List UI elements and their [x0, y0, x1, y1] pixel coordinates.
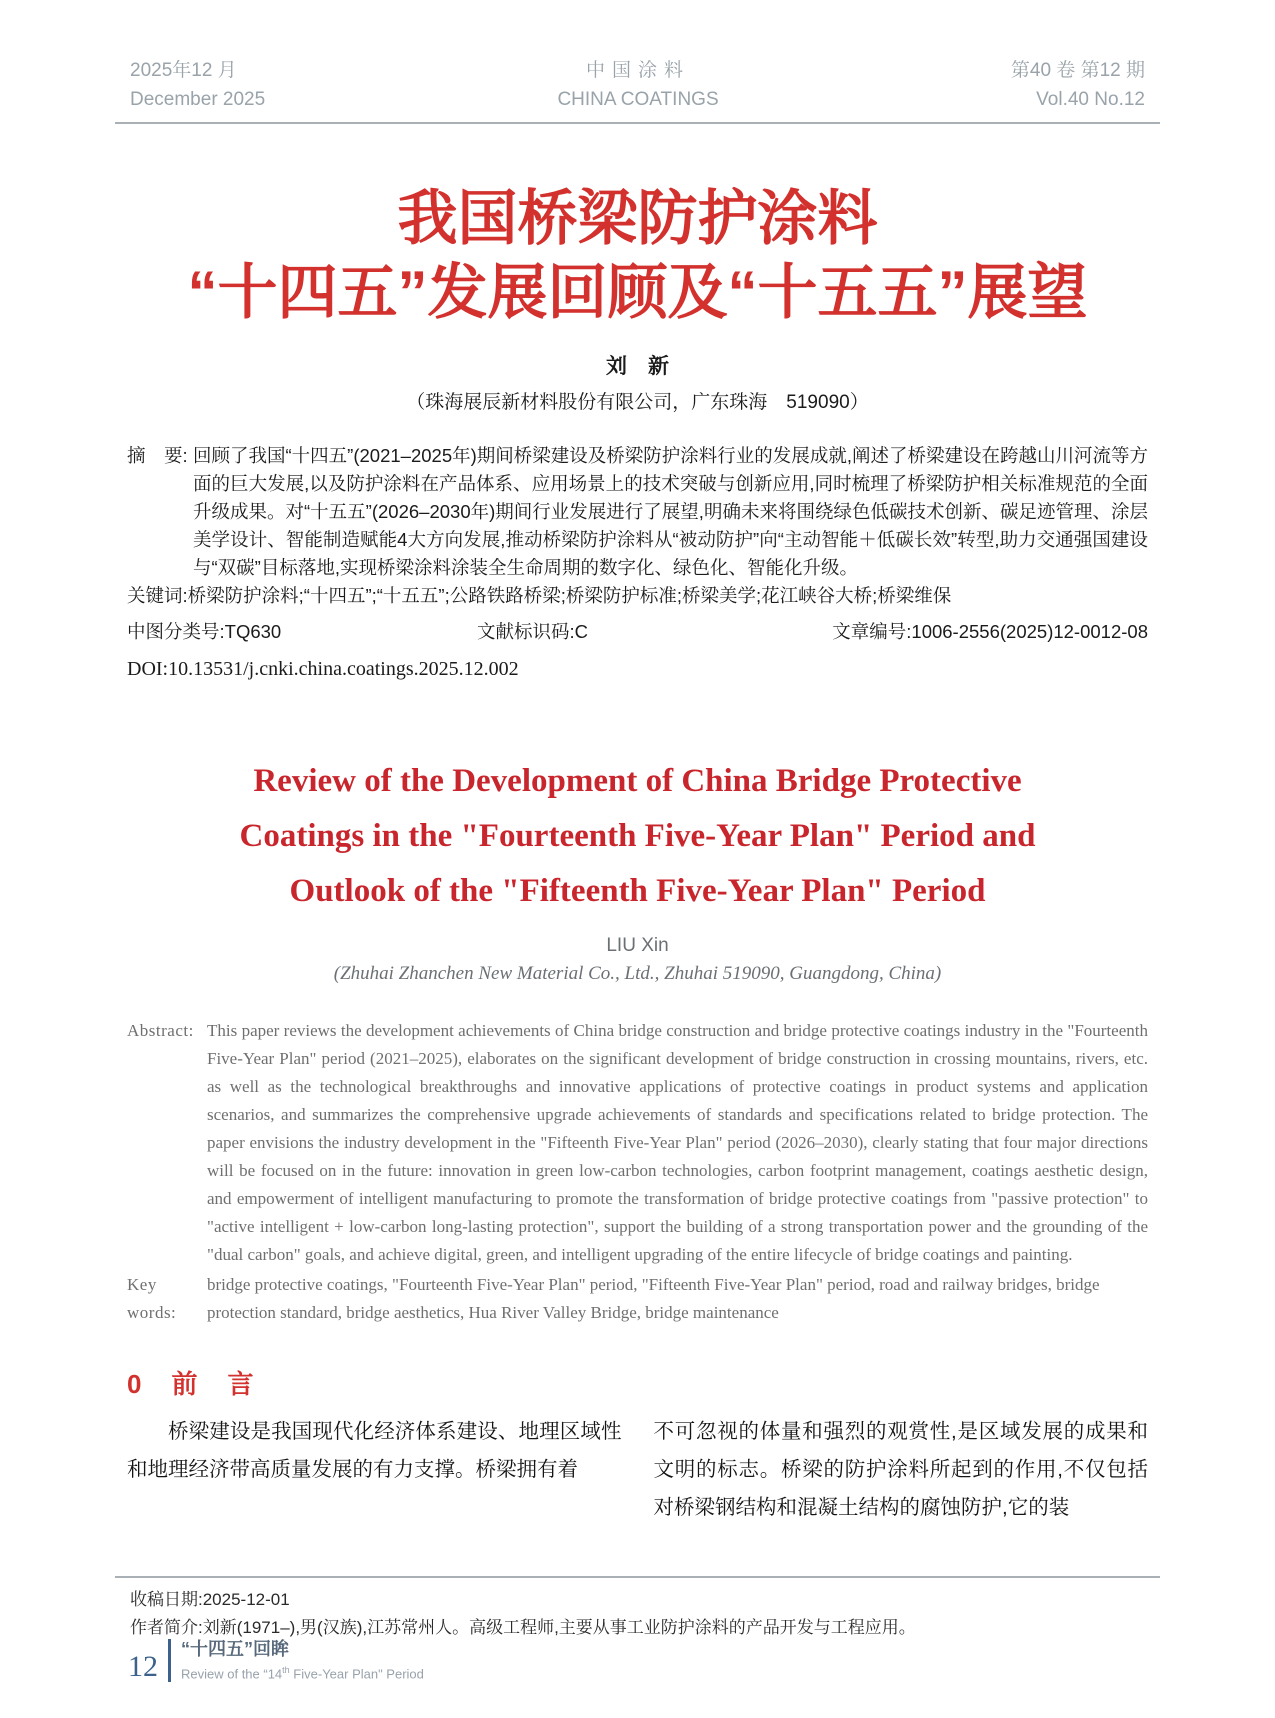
classification-line [127, 618, 1148, 646]
document-code: 文献标识码:C [477, 621, 589, 642]
footer-column-en-sup: th [282, 1664, 290, 1675]
footer-column-title-en [181, 1662, 424, 1682]
header-issue-cn: 第40 卷 第12 期 [1010, 60, 1145, 81]
article-title-en-line1: Review of the Development of China Bridge Protective [253, 763, 1022, 799]
affiliation-cn: （珠海展辰新材料股份有限公司，广东珠海 519090） [406, 392, 869, 413]
keywords-en-label: Key words: [127, 1275, 177, 1322]
article-title-cn-line1: 我国桥梁防护涂料 [397, 185, 878, 252]
header-issue-date [130, 56, 265, 114]
header-date-en: December 2025 [130, 89, 266, 110]
abstract-cn [127, 442, 1148, 582]
article-title-cn [40, 182, 1235, 330]
header-journal-name [557, 56, 718, 114]
article-title-en-line2: Coatings in the "Fourteenth Five-Year Plan" Period and [239, 818, 1036, 854]
author-bio: 作者简介:刘新(1971–),男(汉族),江苏常州人。高级工程师,主要从事工业防护涂料的产品开发与工程应用。 [130, 1618, 916, 1637]
abstract-cn-text: 回顾了我国“十四五”(2021–2025年)期间桥梁建设及桥梁防护涂料行业的发展成就,阐述了桥梁建设在跨越山川河流等方面的巨大发展,以及防护涂料在产品体系、应用场景上的技术突破与创新应用,同时梳理了桥梁防护相关标准规范的全面升级成果。对“十五五”(2026–2030年)期间行业发展进行了展望,明确未来将围绕绿色低碳技术创新、碳足迹管理、涂层美学设计、智能制造赋能4大方向发展,推动桥梁防护涂料从“被动防护”向“主动智能＋低碳长效”转型,助力交通强国建设与“双碳”目标落地,实现桥梁涂料涂装全生命周期的数字化、绿色化、智能化升级。 [193, 445, 1148, 578]
body-two-columns [127, 1413, 1148, 1527]
header-date-cn: 2025年12 月 [130, 60, 237, 81]
keywords-cn-label: 关键词: [127, 585, 188, 606]
footer-column-en-prefix: Review of the “14 [181, 1666, 283, 1681]
clc-number: 中图分类号:TQ630 [127, 621, 282, 642]
header-journal-cn: 中国涂料 [586, 60, 691, 81]
doi: DOI:10.13531/j.cnki.china.coatings.2025.12.002 [127, 658, 519, 680]
author-cn: 刘 新 [606, 355, 669, 378]
article-id: 文章编号:1006-2556(2025)12-0012-08 [832, 621, 1148, 642]
page-number: 12 [128, 1650, 158, 1683]
article-title-cn-line2: “十四五”发展回顾及“十五五”展望 [187, 259, 1088, 326]
body-column-left: 桥梁建设是我国现代化经济体系建设、地理区域性和地理经济带高质量发展的有力支撑。桥梁拥有着 [127, 1420, 622, 1481]
footer-column-title [181, 1639, 424, 1682]
header-journal-en: CHINA COATINGS [557, 89, 719, 110]
abstract-en-label: Abstract: [127, 1021, 194, 1040]
abstract-en-text: This paper reviews the development achievements of China bridge construction and bridge protective coatings industry in the "Fourteenth Five-Year Plan" period (2021–2025), elaborates on the significant development of bridge construction in crossing mountains, rivers, etc. as well as the technological breakthroughs and innovative applications of protective coatings in product systems and application scenarios, and summarizes the comprehensive upgrade achievements of standards and specifications related to bridge protection. The paper envisions the industry development in the "Fifteenth Five-Year Plan" period (2026–2030), clearly stating that four major directions will be focused on in the future: innovation in green low-carbon technologies, carbon footprint management, coatings aesthetic design, and empowerment of intelligent manufacturing to promote the transformation of bridge protective coatings from "passive protection" to "active intelligent + low-carbon long-lasting protection", support the building of a strong transportation power and the grounding of the "dual carbon" goals, and achieve digital, green, and intelligent upgrading of the entire lifecycle of bridge coatings and painting. [207, 1021, 1148, 1264]
footer-column-en-suffix: Five-Year Plan" Period [289, 1666, 424, 1681]
received-date: 收稿日期:2025-12-01 [130, 1590, 290, 1609]
footnote-block [0, 1576, 1275, 1642]
keywords-en-text: bridge protective coatings, "Fourteenth Five-Year Plan" period, "Fifteenth Five-Year Plan" period, road and railway bridges, bridge protection standard, bridge aesthetics, Hua River Valley Bridge, bridge maintenance [207, 1275, 1100, 1322]
running-head [115, 0, 1160, 124]
footer-column-title-cn: “十四五”回眸 [181, 1638, 289, 1659]
affiliation-en: (Zhuhai Zhanchen New Material Co., Ltd., Zhuhai 519090, Guangdong, China) [333, 963, 942, 984]
header-volume-issue [1011, 56, 1145, 114]
abstract-en [127, 1017, 1148, 1269]
body-column-right: 不可忽视的体量和强烈的观赏性,是区域发展的成果和文明的标志。桥梁的防护涂料所起到的作用,不仅包括对桥梁钢结构和混凝土结构的腐蚀防护,它的装 [653, 1420, 1148, 1519]
abstract-cn-label: 摘 要: [127, 445, 188, 466]
article-title-en-line3: Outlook of the "Fifteenth Five-Year Plan" Period [289, 873, 986, 909]
footnote-divider [115, 1576, 1160, 1578]
footer-divider-bar [168, 1639, 171, 1682]
page-footer [128, 1639, 424, 1682]
section-0-heading: 0 前 言 [127, 1369, 256, 1399]
author-en: LIU Xin [606, 935, 669, 956]
keywords-en [127, 1271, 1148, 1327]
header-issue-en: Vol.40 No.12 [1036, 89, 1145, 110]
keywords-cn [127, 582, 1148, 610]
keywords-cn-text: 桥梁防护涂料;“十四五”;“十五五”;公路铁路桥梁;桥梁防护标准;桥梁美学;花江峡谷大桥;桥梁维保 [187, 585, 952, 606]
article-title-en [60, 754, 1215, 919]
